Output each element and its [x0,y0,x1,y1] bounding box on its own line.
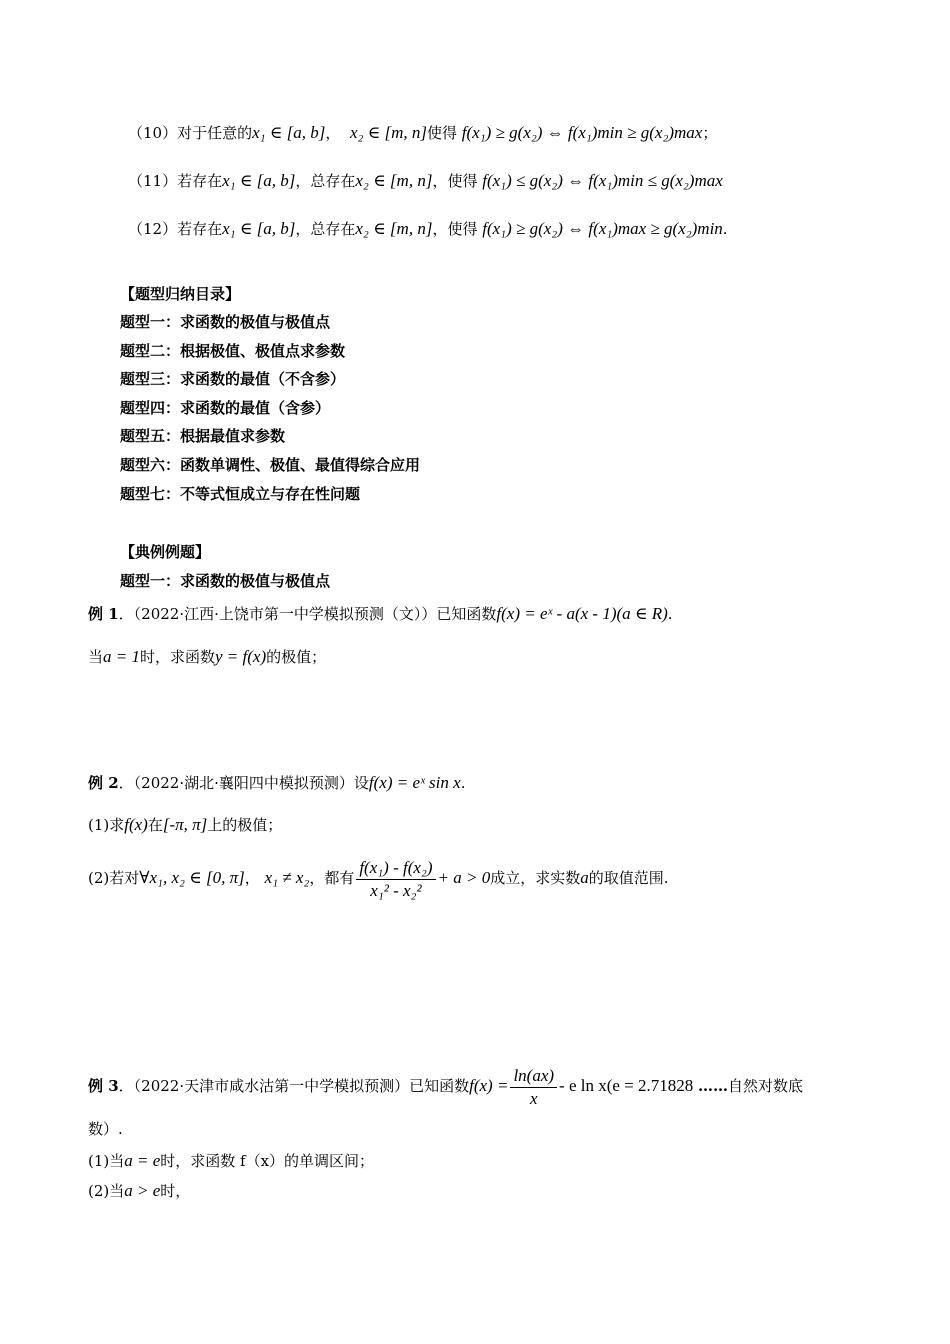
conclusion-end: . [722,220,728,238]
math-expression: x₂ ∈ [m, n] [355,171,433,190]
example-3-continuation: 数）. [88,1120,123,1138]
conclusion-text: 使得 [427,124,458,142]
math-expression: a = e [124,1151,161,1170]
math-expression: f(x) = eˣ - a(x - 1)(a ∈ R) [496,604,668,623]
example-source: ．（2022·湖北·襄阳四中模拟预测）设 [118,774,369,792]
catalog-item: 题型七：不等式恒成立与存在性问题 [120,485,361,503]
example-label: 例 2 [88,774,119,792]
math-expression: a > e [124,1181,161,1200]
question-text: 的极值； [266,648,327,666]
math-expression: x₁ ∈ [a, b] [222,219,296,238]
question-text: 时， [160,1182,191,1200]
math-expression: [-π, π] [162,815,208,834]
math-expression: x₁ ∈ [a, b] [222,171,296,190]
question-text: 在 [147,816,163,834]
conclusion-prefix: （11）若存在 [128,172,223,190]
conclusion-end: ； [702,124,718,142]
examples-title: 【典例例题】 [120,543,211,561]
example-2-part-2 [88,852,669,904]
example-1-question [88,646,326,668]
example-1-statement [88,603,673,625]
math-expression: x₁ ∈ [a, b] [252,123,326,142]
question-text: ， [244,869,260,887]
math-expression: f(x₁) ≤ g(x₂) ⇔ f(x₁)min ≤ g(x₂)max [482,171,723,190]
question-text: (1)当 [88,1152,125,1170]
fraction-denominator: x [529,1088,538,1108]
example-source: ．（2022·天津市咸水沽第一中学模拟预测）已知函数 [118,1077,470,1095]
question-text: 上的极值； [207,816,283,834]
question-text: 成立，求实数 [490,869,581,887]
question-text: ，都有 [309,869,355,887]
example-2-part-1 [88,814,282,836]
conclusion-prefix: （12）若存在 [128,220,223,238]
question-text: (1)求 [88,816,125,834]
conclusion-text: ，总存在 [295,220,356,238]
math-expression: y = f(x) [215,647,267,666]
example-3-part-2 [88,1180,190,1202]
catalog-item: 题型二：根据极值、极值点求参数 [120,342,346,360]
example-3-part-1 [88,1150,374,1172]
example-label: 例 3 [88,1077,119,1095]
question-text: 时，求函数 f（x）的单调区间； [160,1152,375,1170]
question-text: 当 [88,648,104,666]
ellipsis: …… [698,1077,729,1095]
catalog-title: 【题型归纳目录】 [120,285,241,303]
math-expression: f(x) [124,815,148,834]
catalog-item: 题型一：求函数的极值与极值点 [120,313,331,331]
catalog-item: 题型六：函数单调性、极值、最值得综合应用 [120,456,421,474]
conclusion-prefix: （10）对于任意的 [128,124,253,142]
example-label: 例 1 [88,605,119,623]
example-end: . [460,774,466,792]
catalog-item: 题型三：求函数的最值（不含参） [120,370,346,388]
math-expression: f(x) = [469,1076,509,1095]
math-expression: x₁ ≠ x₂ [264,868,310,887]
catalog-item: 题型五：根据最值求参数 [120,427,286,445]
conclusion-11 [128,170,723,192]
conclusion-12 [128,218,728,240]
fraction [510,1065,557,1110]
math-expression: f(x₁) ≥ g(x₂) ⇔ f(x₁)max ≥ g(x₂)min [482,219,723,238]
example-3-statement [88,1060,803,1112]
question-text: 时，求函数 [140,648,216,666]
section-title: 题型一：求函数的极值与极值点 [120,572,331,590]
math-expression: x₂ ∈ [m, n] [349,123,427,142]
math-expression: f(x₁) ≥ g(x₂) ⇔ f(x₁)min ≥ g(x₂)max [461,123,703,142]
math-expression: - e ln x(e = 2.71828 [559,1076,694,1095]
example-end: . [667,605,673,623]
math-expression: a [580,868,589,887]
catalog-item: 题型四：求函数的最值（含参） [120,399,331,417]
example-source: ．（2022·江西·上饶市第一中学模拟预测（文））已知函数 [118,605,497,623]
fraction-numerator: ln(ax) [510,1065,557,1088]
fraction-numerator: f(x₁) - f(x₂) [356,857,435,880]
example-text: 自然对数底 [728,1077,804,1095]
math-expression: + a > 0 [437,868,491,887]
math-expression: ∀x₁, x₂ ∈ [0, π] [139,868,245,887]
example-2-statement [88,772,465,794]
fraction-denominator: x₁² - x₂² [370,880,422,900]
question-text: (2)当 [88,1182,125,1200]
conclusion-text: ，总存在 [295,172,356,190]
math-expression: x₂ ∈ [m, n] [355,219,433,238]
question-text: (2)若对 [88,869,140,887]
math-expression: a = 1 [103,647,140,666]
question-text: 的取值范围. [588,869,669,887]
math-expression: f(x) = eˣ sin x [368,773,461,792]
conclusion-text: ，使得 [432,172,478,190]
conclusion-10 [128,122,717,144]
conclusion-text: ， [325,124,341,142]
conclusion-text: ，使得 [432,220,478,238]
fraction [356,857,435,902]
